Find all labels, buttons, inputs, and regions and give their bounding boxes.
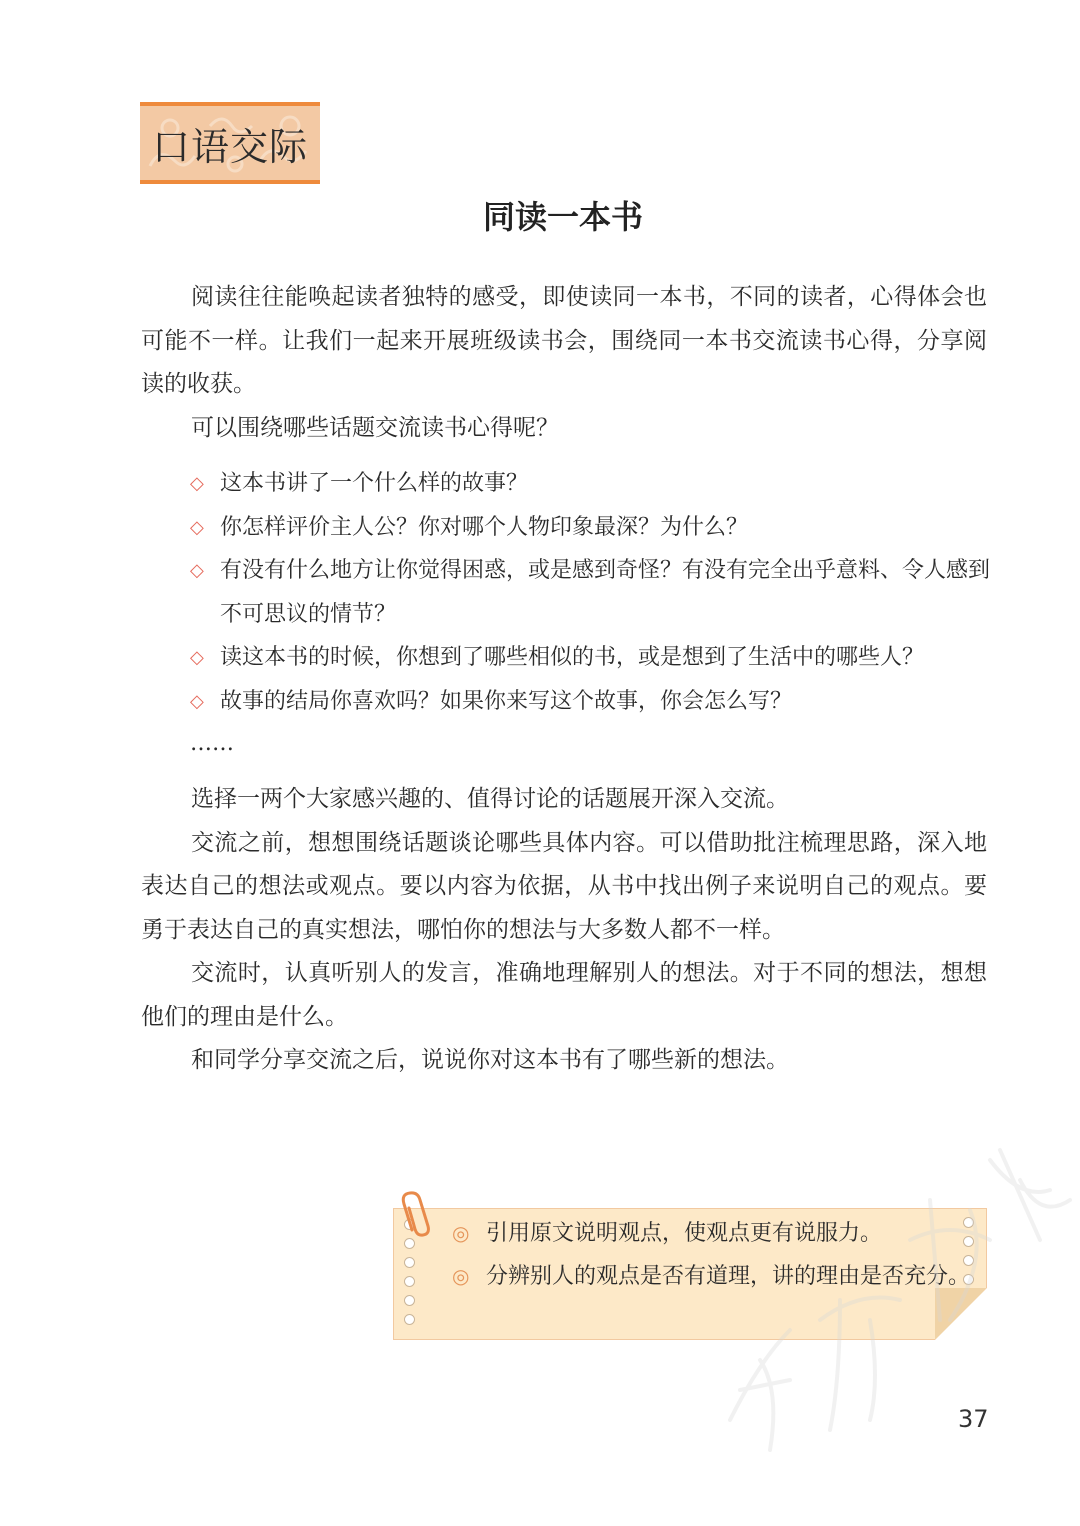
lesson-title: 同读一本书: [482, 198, 643, 236]
discussion-paragraph: 选择一两个大家感兴趣的、值得讨论的话题展开深入交流。: [191, 786, 789, 812]
hole-icon: [404, 1276, 415, 1287]
section-banner: [140, 102, 320, 184]
diamond-bullet-icon: ◇: [190, 473, 204, 494]
diamond-bullet-icon: ◇: [190, 690, 204, 712]
diamond-bullet-icon: ◇: [190, 516, 204, 538]
circle-bullet-icon: ◎: [452, 1221, 470, 1245]
list-item: [190, 506, 990, 550]
banner-label: 口语交际: [151, 124, 308, 169]
paper-clip-icon: [398, 1190, 446, 1240]
topic-list: [190, 462, 990, 723]
hole-icon: [404, 1295, 415, 1306]
topic-text: 你怎样评价主人公？你对哪个人物印象最深？为什么？: [220, 514, 749, 540]
page-number: 37: [958, 1405, 989, 1433]
list-item: [190, 636, 990, 680]
discussion-paragraph: 交流时，认真听别人的发言，准确地理解别人的想法。对于不同的想法，想想他们的理由是什么。: [141, 960, 987, 1030]
discussion-paragraph: 交流之前，想想围绕话题谈论哪些具体内容。可以借助批注梳理思路，深入地表达自己的想法或观点。要以内容为依据，从书中找出例子来说明自己的观点。要勇于表达自己的真实想法，哪怕你的想法与大多数人都不一样。: [141, 829, 987, 943]
intro-paragraph: 阅读往往能唤起读者独特的感受，即使读同一本书，不同的读者，心得体会也可能不一样。让我们一起来开展班级读书会，围绕同一本书交流读书心得，分享阅读的收获。: [141, 284, 987, 397]
hole-icon: [404, 1257, 415, 1268]
topic-text: 这本书讲了一个什么样的故事？: [220, 471, 529, 496]
topic-text: 故事的结局你喜欢吗？如果你来写这个故事，你会怎么写？: [220, 688, 793, 714]
list-item: [190, 549, 990, 636]
discussion-paragraph: 和同学分享交流之后，说说你对这本书有了哪些新的想法。: [191, 1047, 789, 1073]
watermark-logo: [700, 1120, 1080, 1480]
tip-text: 引用原文说明观点，使观点更有说服力。: [486, 1221, 883, 1246]
diamond-bullet-icon: ◇: [190, 560, 204, 581]
hole-icon: [404, 1314, 415, 1325]
tip-text: 分辨别人的观点是否有道理，讲的理由是否充分。: [486, 1264, 971, 1289]
list-ellipsis: ……: [190, 731, 234, 756]
topic-text: 有没有什么地方让你觉得困惑，或是感到奇怪？有没有完全出乎意料、令人感到不可思议的情节？: [220, 558, 991, 627]
topic-text: 读这本书的时候，你想到了哪些相似的书，或是想到了生活中的哪些人？: [220, 645, 925, 670]
circle-bullet-icon: ◎: [452, 1264, 470, 1288]
diamond-bullet-icon: ◇: [190, 647, 204, 668]
discussion-text: [141, 778, 987, 1083]
intro-text: [141, 276, 987, 450]
intro-question: 可以围绕哪些话题交流读书心得呢？: [191, 414, 559, 441]
list-item: [190, 462, 990, 506]
list-item: [190, 680, 990, 724]
